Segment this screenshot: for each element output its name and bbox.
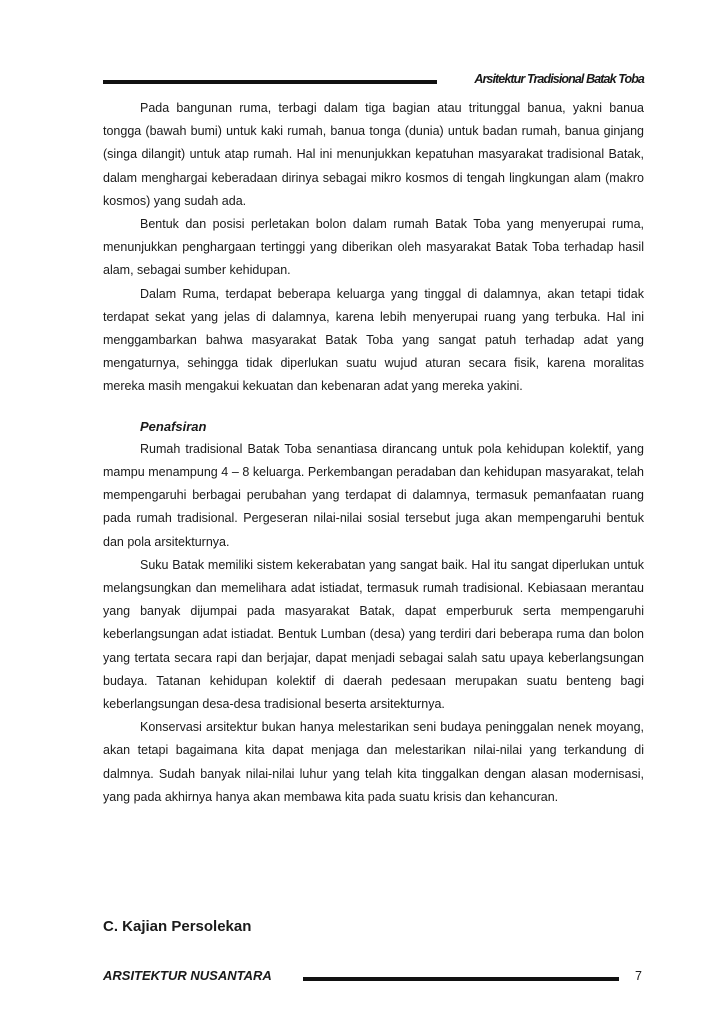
- footer-title: ARSITEKTUR NUSANTARA: [103, 968, 272, 983]
- header-title: Arsitektur Tradisional Batak Toba: [474, 72, 644, 86]
- paragraph-penafsiran-3: Konservasi arsitektur bukan hanya melestarikan seni budaya peninggalan nenek moyang, akan tetapi bagaimana kita dapat menjaga dan melestarikan nilai-nilai yang terkandung di dalmnya. Sudah banyak nilai-nilai luhur yang telah kita tinggalkan dengan alasan modernisasi, yang pada akhirnya hanya akan membawa kita pada suatu krisis dan kehancuran.: [103, 720, 644, 804]
- page-number: 7: [635, 969, 642, 983]
- page-header: [103, 72, 644, 92]
- paragraph-intro-1: Pada bangunan ruma, terbagi dalam tiga bagian atau tritunggal banua, yakni banua tongga (bawah bumi) untuk kaki rumah, banua tonga (dunia) untuk badan rumah, banua ginjang (singa dilangit) untuk atap rumah. Hal ini menunjukkan kepatuhan masyarakat tradisional Batak, dalam menghargai keberadaan dirinya sebagai mikro kosmos di tengah lingkungan alam (makro kosmos) yang sudah ada.: [103, 101, 644, 208]
- paragraph-penafsiran-2: Suku Batak memiliki sistem kekerabatan yang sangat baik. Hal itu sangat diperlukan untuk melangsungkan dan memelihara adat istiadat, termasuk rumah tradisional. Kebiasaan merantau yang banyak dijumpai pada masyarakat Batak, dapat emperburuk serta mempengaruhi keberlangsungan adat istiadat. Bentuk Lumban (desa) yang terdiri dari beberapa ruma dan bolon yang tertata secara rapi dan berjajar, dapat menjadi sebagai salah satu upaya keberlangsungan budaya. Tatanan kehidupan kolektif di daerah pedesaan merupakan suatu benteng bagi keberlangsungan desa-desa tradisional beserta arsitekturnya.: [103, 557, 644, 712]
- header-rule: [103, 80, 437, 84]
- footer-rule: [303, 977, 619, 981]
- paragraph-intro-3: Dalam Ruma, terdapat beberapa keluarga yang tinggal di dalamnya, akan tetapi tidak terdapat sekat yang jelas di dalamnya, karena lebih menyerupai ruang yang terbuka. Hal ini menggambarkan bahwa masyarakat Batak Toba yang sangat patuh terhadap adat yang mengaturnya, sehingga tidak diperlukan suatu wujud aturan secara fisik, karena moralitas mereka masih mengakui kekuatan dan kebenaran adat yang mereka yakini.: [103, 286, 644, 394]
- paragraph-intro-2: Bentuk dan posisi perletakan bolon dalam rumah Batak Toba yang menyerupai ruma, menunjukkan penghargaan tertinggi yang diberikan oleh masyarakat Batak Toba terhadap hasil alam, sebagai sumber kehidupan.: [103, 217, 644, 278]
- section-heading: C. Kajian Persolekan: [103, 918, 252, 935]
- page-footer: [103, 966, 644, 988]
- body-content: [103, 97, 644, 809]
- paragraph-penafsiran-1: Rumah tradisional Batak Toba senantiasa dirancang untuk pola kehidupan kolektif, yang mampu menampung 4 – 8 keluarga. Perkembangan peradaban dan kehidupan masyarakat, telah mempengaruhi berbagai perubahan yang terdapat di dalamnya, termasuk pemanfaatan ruang pada rumah tradisional. Pergeseran nilai-nilai sosial tersebut juga akan mempengaruhi bentuk dan pola arsitekturnya.: [103, 441, 644, 549]
- subheading-penafsiran: Penafsiran: [140, 418, 207, 434]
